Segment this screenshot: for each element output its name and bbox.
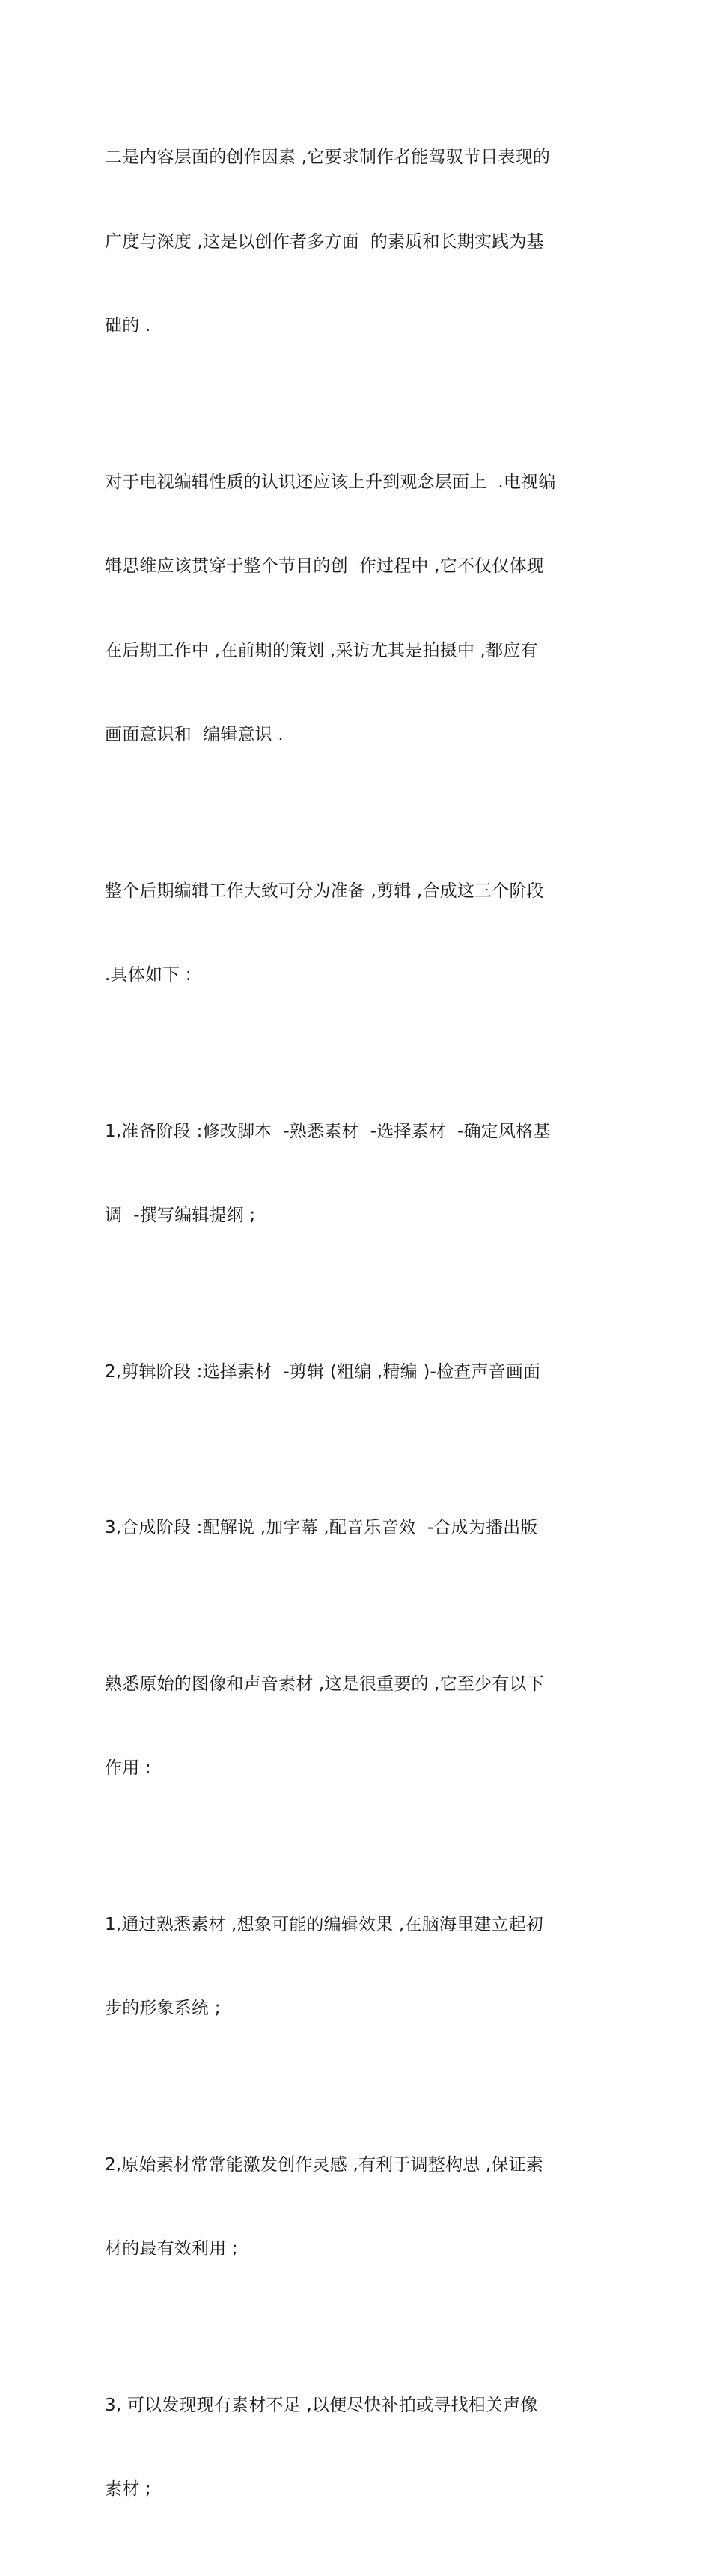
text-line: 2,原始素材常常能激发创作灵感 ,有利于调整构思 ,保证素 xyxy=(105,2154,543,2175)
list-item-imagine-effect xyxy=(105,1855,610,2080)
text-line: 整个后期编辑工作大致可分为准备 ,剪辑 ,合成这三个阶段 xyxy=(105,881,544,901)
text-line: 1,准备阶段 :修改脚本 -熟悉素材 -选择素材 -确定风格基 xyxy=(105,1121,551,1141)
text-line: 步的形象系统 ; xyxy=(105,1999,221,2018)
paragraph-editing-stages xyxy=(105,821,610,1046)
text-line: 材的最有效利用 ; xyxy=(105,2239,238,2258)
text-line: 调 -撰写编辑提纲 ; xyxy=(105,1206,256,1225)
text-line: 画面意识和 编辑意识 . xyxy=(105,725,284,744)
document-body xyxy=(105,88,610,2576)
text-line: 素材 ; xyxy=(105,2479,151,2499)
text-line: .具体如下 : xyxy=(105,965,192,985)
text-line: 3, 可以发现现有素材不足 ,以便尽快补拍或寻找相关声像 xyxy=(105,2395,538,2415)
text-line: 1,通过熟悉素材 ,想象可能的编辑效果 ,在脑海里建立起初 xyxy=(105,1914,543,1934)
text-line: 作用 : xyxy=(105,1758,151,1778)
paragraph-editing-concept xyxy=(105,413,610,806)
list-item-editing-stage xyxy=(105,1302,610,1443)
text-line: 辑思维应该贯穿于整个节目的创 作过程中 ,它不仅仅体现 xyxy=(105,556,544,576)
text-line: 在后期工作中 ,在前期的策划 ,采访尤其是拍摄中 ,都应有 xyxy=(105,640,538,660)
list-item-compositing-stage xyxy=(105,1458,610,1599)
text-line: 3,合成阶段 :配解说 ,加字幕 ,配音乐音效 -合成为播出版 xyxy=(105,1518,538,1537)
list-item-preparation-stage xyxy=(105,1062,610,1287)
text-line: 熟悉原始的图像和声音素材 ,这是很重要的 ,它至少有以下 xyxy=(105,1674,544,1694)
text-line: 二是内容层面的创作因素 ,它要求制作者能驾驭节目表现的 xyxy=(105,148,551,167)
paragraph-familiarize-material xyxy=(105,1614,610,1839)
paragraph-creative-factors xyxy=(105,88,610,397)
list-item-inspiration xyxy=(105,2095,610,2320)
text-line: 广度与深度 ,这是以创作者多方面 的素质和长期实践为基 xyxy=(105,231,544,252)
text-line: 础的 . xyxy=(105,316,151,335)
text-line: 对于电视编辑性质的认识还应该上升到观念层面上 .电视编 xyxy=(105,472,556,492)
text-line: 2,剪辑阶段 :选择素材 -剪辑 (粗编 ,精编 )-检查声音画面 xyxy=(105,1361,541,1382)
list-item-find-shortfall xyxy=(105,2336,610,2560)
